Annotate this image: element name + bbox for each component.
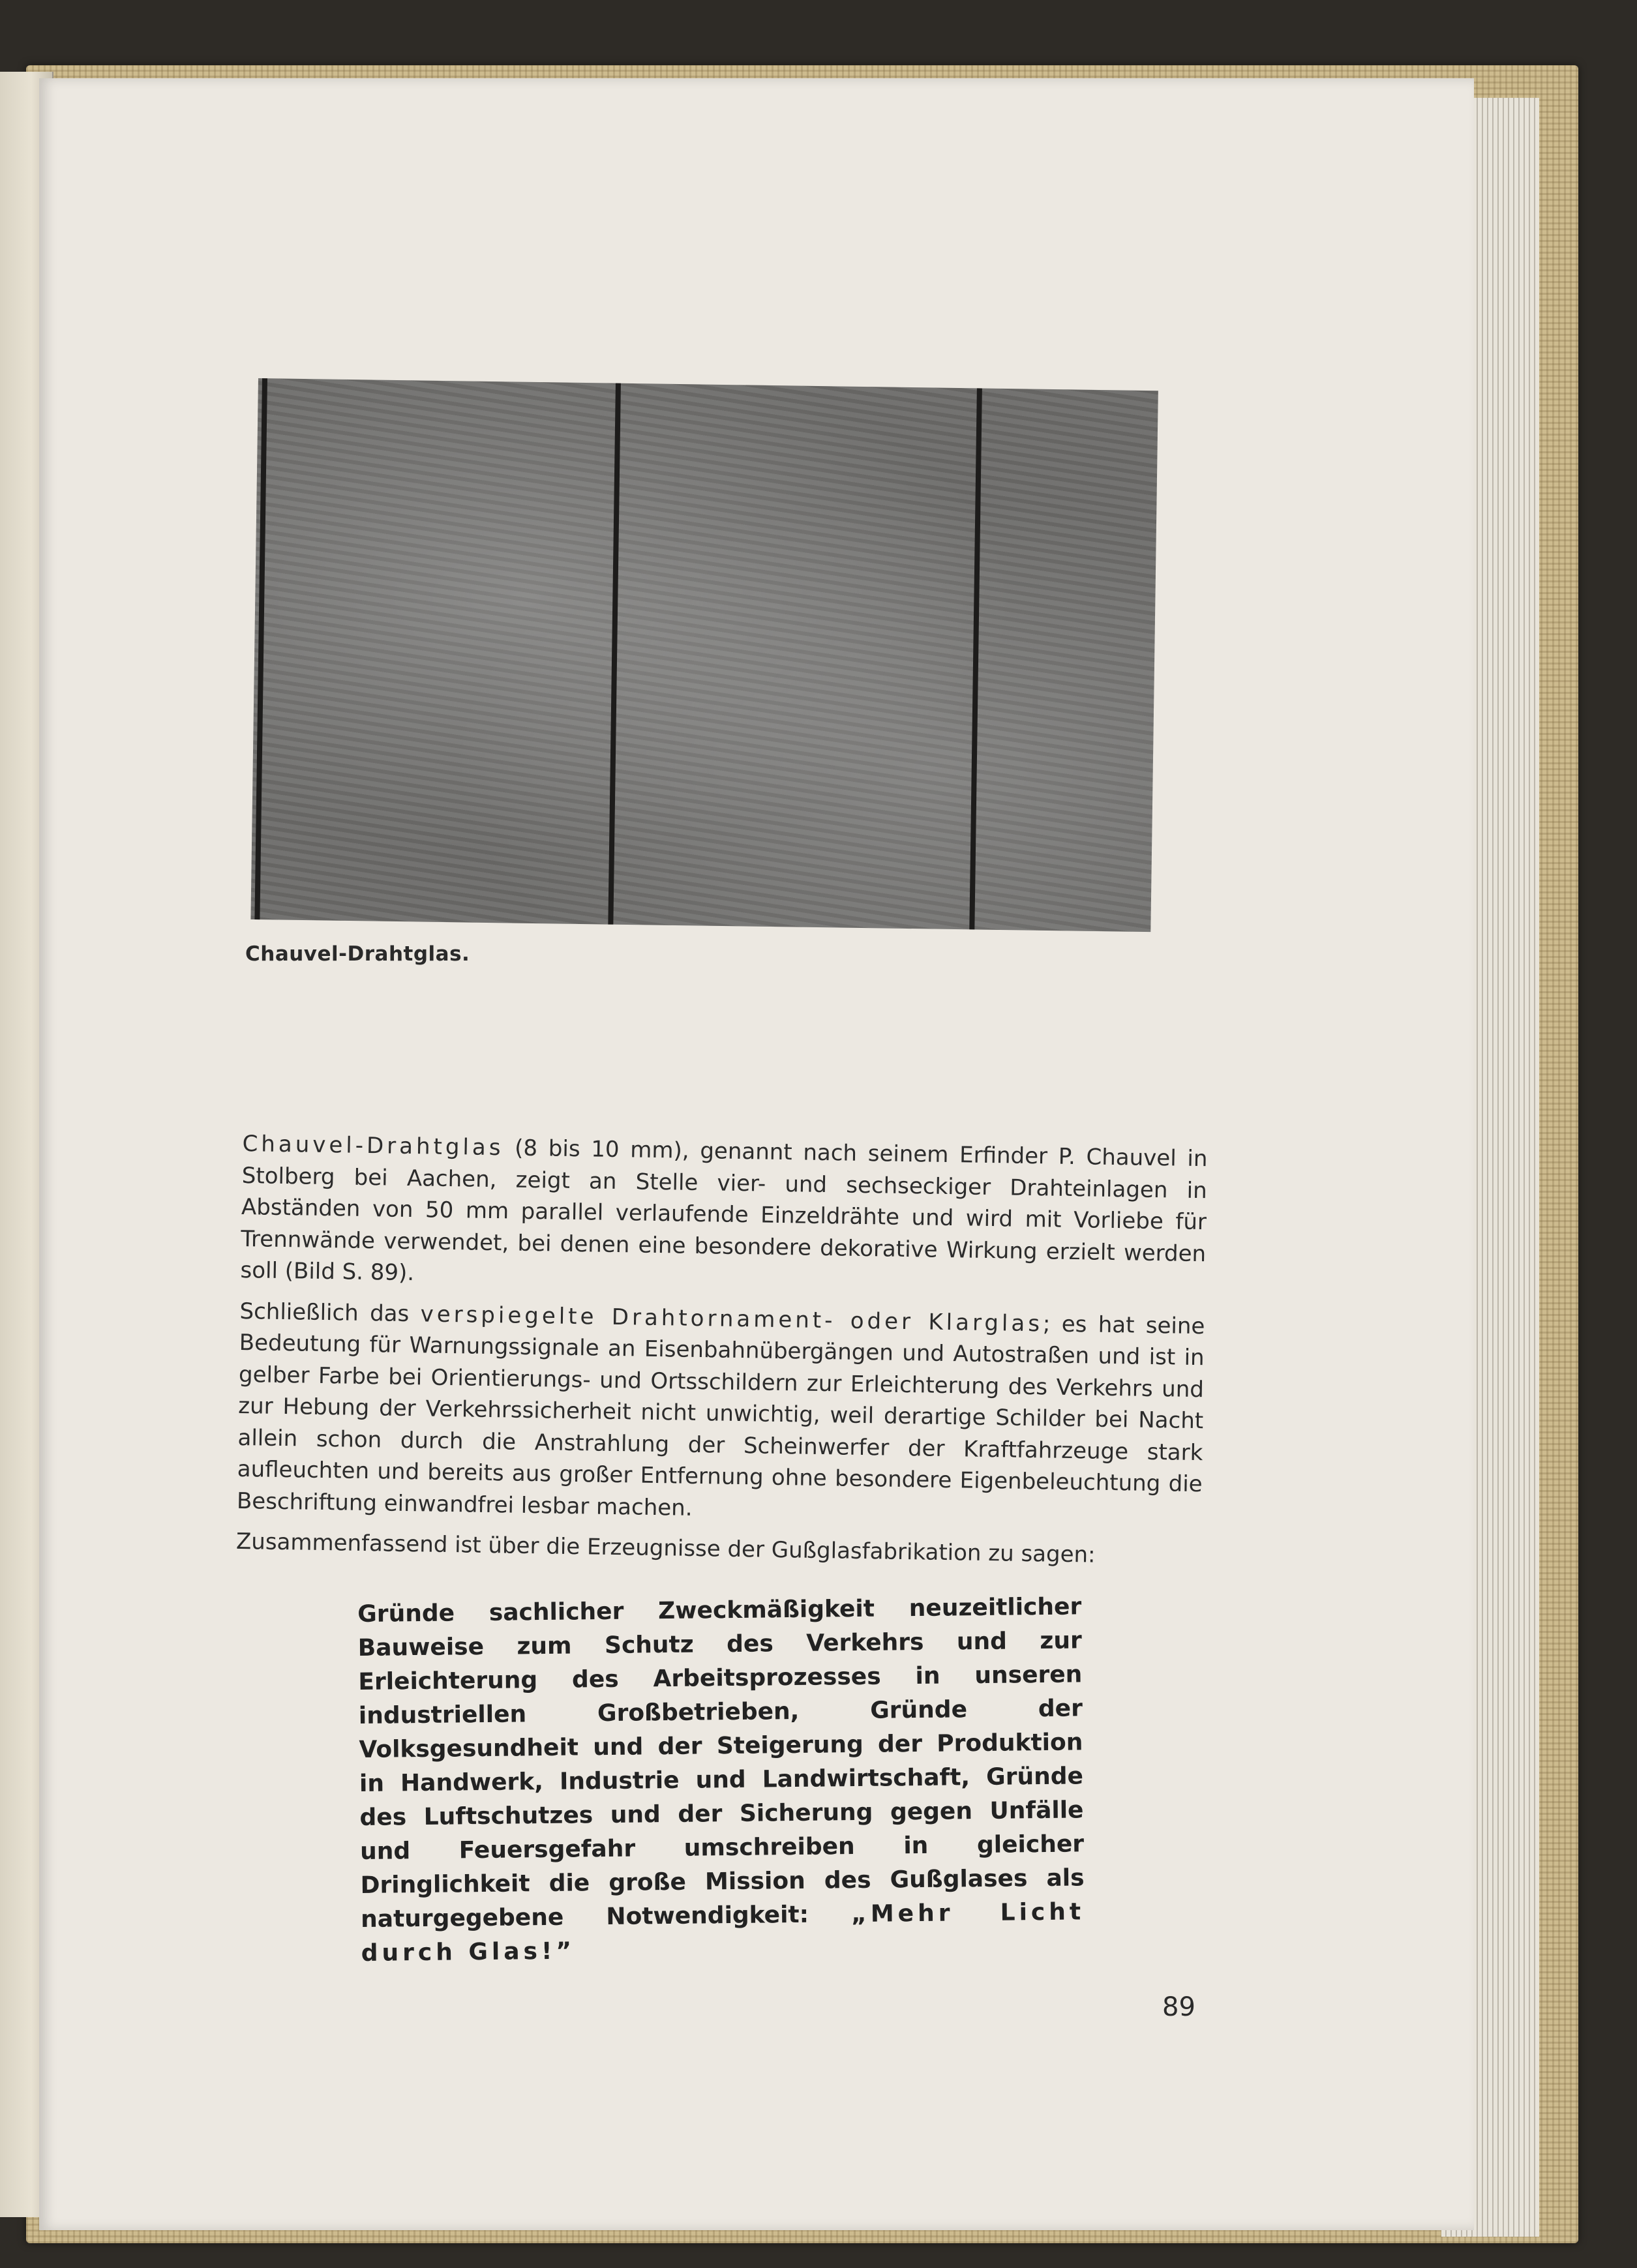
paragraph-3: Zusammenfassend ist über die Erzeugnisse der Gußglasfabrikation zu sagen:: [235, 1528, 1096, 1568]
wire-line: [608, 383, 621, 925]
body-text: [235, 1128, 1207, 1582]
summary-slogan: „Mehr Licht durch Glas!”: [361, 1898, 1085, 1967]
wired-glass-photo: [250, 378, 1158, 932]
paragraph-1: [240, 1128, 1208, 1302]
paragraph-2-text: ; es hat seine Bedeutung für Warnungssignale an Eisenbahnübergängen und Autostraßen und ist in gelber Farbe bei Orientierungs- und Ortsschildern zur Erleichterung des Verkehrs und zur Hebung der Verkehrssicherheit nicht unwichtig, weil derartige Schilder bei Nacht allein schon durch die Anstrahlung der Scheinwerfer der Kraftfahrzeuge stark aufleuchten und bereits aus großer Entfernung ohne besondere Eigenbeleuchtung die Beschriftung einwandfrei lesbar machen.: [236, 1310, 1205, 1521]
figure-caption: Chauvel-Drahtglas.: [245, 942, 470, 966]
paragraph-2: [237, 1295, 1205, 1532]
book-page: [39, 78, 1474, 2230]
term-verspiegelt: verspiegelte Drahtornament- oder Klarglas: [420, 1300, 1044, 1337]
summary-quote: [357, 1590, 1085, 1971]
wire-line: [254, 378, 267, 919]
term-chauvel: Chauvel-Drahtglas: [242, 1130, 504, 1161]
summary-quote-text: Gründe sachlicher Zweckmäßigkeit neuzeitlicher Bauweise zum Schutz des Verkehrs und zur Erleichterung des Arbeitsprozesses in unseren industriellen Großbetrieben, Gründe der Volksgesundheit und der Steigerung der Produktion in Handwerk, Industrie und Landwirtschaft, Gründe des Luftschutzes und der Sicherung gegen Unfälle und Feuersgefahr umschreiben in gleicher Dringlichkeit die große Mission des Gußglases als naturgegebene Notwendigkeit:: [357, 1593, 1085, 1933]
paragraph-1-text: (8 bis 10 mm), genannt nach seinem Erfinder P. Chauvel in Stolberg bei Aachen, zeigt an Stelle vier- und sechseckiger Drahteinlagen in Abständen von 50 mm parallel verlaufende Einzeldrähte und wird mit Vorliebe für Trennwände verwendet, bei denen eine besondere dekorative Wirkung erzielt werden soll (Bild S. 89).: [240, 1135, 1208, 1287]
paragraph-2-intro: Schließlich das: [239, 1298, 421, 1327]
wire-line: [969, 388, 982, 929]
page-number: 89: [1162, 1992, 1195, 2022]
